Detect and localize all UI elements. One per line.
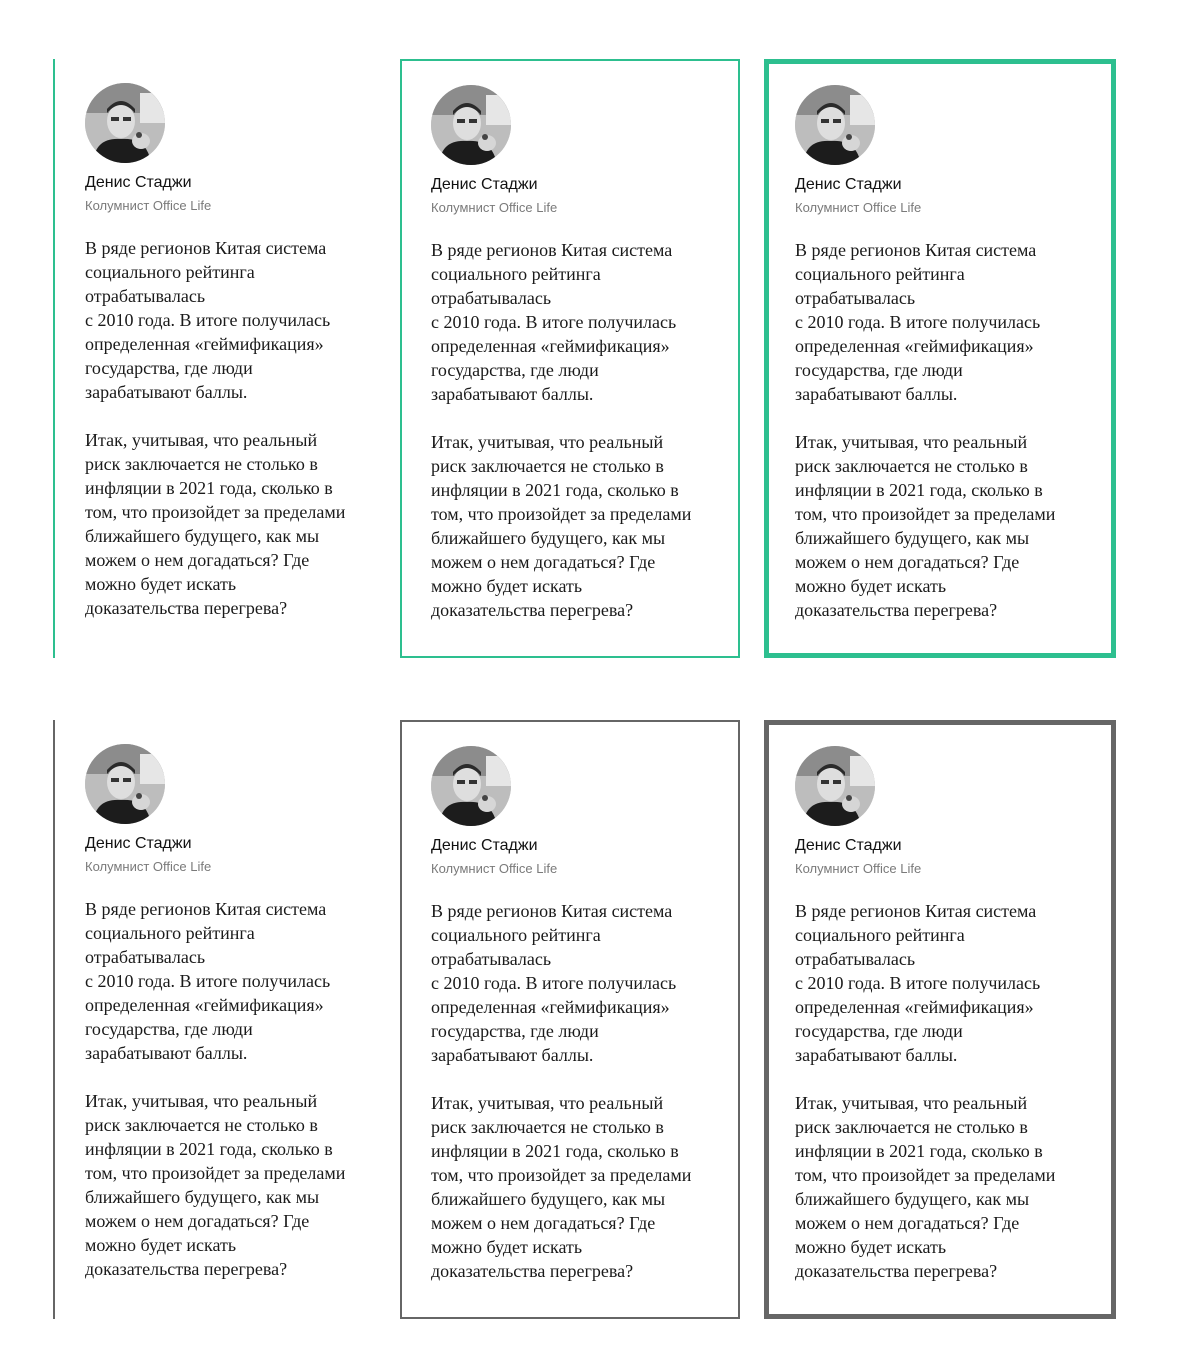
author-avatar [795, 85, 875, 165]
quote-text [85, 236, 385, 620]
quote-paragraph-1: В ряде регионов Китая система социального рейтинга отрабатывалась с 2010 года. В итоге получилась определенная «геймификация» государства, где люди зарабатывают баллы. [85, 899, 331, 1063]
quote-paragraph-1: В ряде регионов Китая система социального рейтинга отрабатывалась с 2010 года. В итоге получилась определенная «геймификация» государства, где люди зарабатывают баллы. [431, 240, 677, 404]
quote-paragraph-2: Итак, учитывая, что реальный риск заключается не столько в инфляции в 2021 года, сколько в том, что произойдет за пределами ближайшего будущего, как мы можем о нем догадаться? Где можно будет искать доказательства перегрева? [431, 432, 692, 620]
quote-text [85, 897, 385, 1281]
author-name: Денис Стаджи [795, 837, 902, 854]
author-role: Колумнист Office Life [795, 200, 922, 215]
author-avatar [85, 83, 165, 163]
quote-paragraph-1: В ряде регионов Китая система социального рейтинга отрабатывалась с 2010 года. В итоге получилась определенная «геймификация» государства, где люди зарабатывают баллы. [85, 238, 331, 402]
author-avatar [431, 746, 511, 826]
quote-paragraph-2: Итак, учитывая, что реальный риск заключается не столько в инфляции в 2021 года, сколько в том, что произойдет за пределами ближайшего будущего, как мы можем о нем догадаться? Где можно будет искать доказательства перегрева? [85, 1091, 346, 1279]
author-photo-icon [795, 746, 875, 826]
quote-card-green-left-line [53, 59, 383, 658]
quote-paragraph-1: В ряде регионов Китая система социального рейтинга отрабатывалась с 2010 года. В итоге получилась определенная «геймификация» государства, где люди зарабатывают баллы. [795, 901, 1041, 1065]
author-name: Денис Стаджи [431, 176, 538, 193]
quote-paragraph-2: Итак, учитывая, что реальный риск заключается не столько в инфляции в 2021 года, сколько в том, что произойдет за пределами ближайшего будущего, как мы можем о нем догадаться? Где можно будет искать доказательства перегрева? [795, 432, 1056, 620]
author-photo-icon [85, 744, 165, 824]
quote-text [795, 899, 1095, 1283]
author-avatar [85, 744, 165, 824]
quote-paragraph-2: Итак, учитывая, что реальный риск заключается не столько в инфляции в 2021 года, сколько в том, что произойдет за пределами ближайшего будущего, как мы можем о нем догадаться? Где можно будет искать доказательства перегрева? [795, 1093, 1056, 1281]
author-role: Колумнист Office Life [795, 861, 922, 876]
author-avatar [431, 85, 511, 165]
quote-text [795, 238, 1095, 622]
author-photo-icon [431, 85, 511, 165]
author-name: Денис Стаджи [795, 176, 902, 193]
quote-paragraph-2: Итак, учитывая, что реальный риск заключается не столько в инфляции в 2021 года, сколько в том, что произойдет за пределами ближайшего будущего, как мы можем о нем догадаться? Где можно будет искать доказательства перегрева? [85, 430, 346, 618]
quote-text [431, 238, 731, 622]
quote-card-gray-thin-border [400, 720, 740, 1319]
author-name: Денис Стаджи [85, 174, 192, 191]
author-name: Денис Стаджи [85, 835, 192, 852]
quote-paragraph-1: В ряде регионов Китая система социального рейтинга отрабатывалась с 2010 года. В итоге получилась определенная «геймификация» государства, где люди зарабатывают баллы. [431, 901, 677, 1065]
author-role: Колумнист Office Life [85, 198, 212, 213]
author-photo-icon [431, 746, 511, 826]
quote-card-gray-thick-border [764, 720, 1116, 1319]
quote-text [431, 899, 731, 1283]
author-name: Денис Стаджи [431, 837, 538, 854]
author-photo-icon [795, 85, 875, 165]
author-role: Колумнист Office Life [85, 859, 212, 874]
quote-card-green-thick-border [764, 59, 1116, 658]
quote-card-green-thin-border [400, 59, 740, 658]
quote-paragraph-1: В ряде регионов Китая система социального рейтинга отрабатывалась с 2010 года. В итоге получилась определенная «геймификация» государства, где люди зарабатывают баллы. [795, 240, 1041, 404]
author-avatar [795, 746, 875, 826]
author-photo-icon [85, 83, 165, 163]
quote-paragraph-2: Итак, учитывая, что реальный риск заключается не столько в инфляции в 2021 года, сколько в том, что произойдет за пределами ближайшего будущего, как мы можем о нем догадаться? Где можно будет искать доказательства перегрева? [431, 1093, 692, 1281]
author-role: Колумнист Office Life [431, 861, 558, 876]
quote-card-gray-left-line [53, 720, 383, 1319]
author-role: Колумнист Office Life [431, 200, 558, 215]
